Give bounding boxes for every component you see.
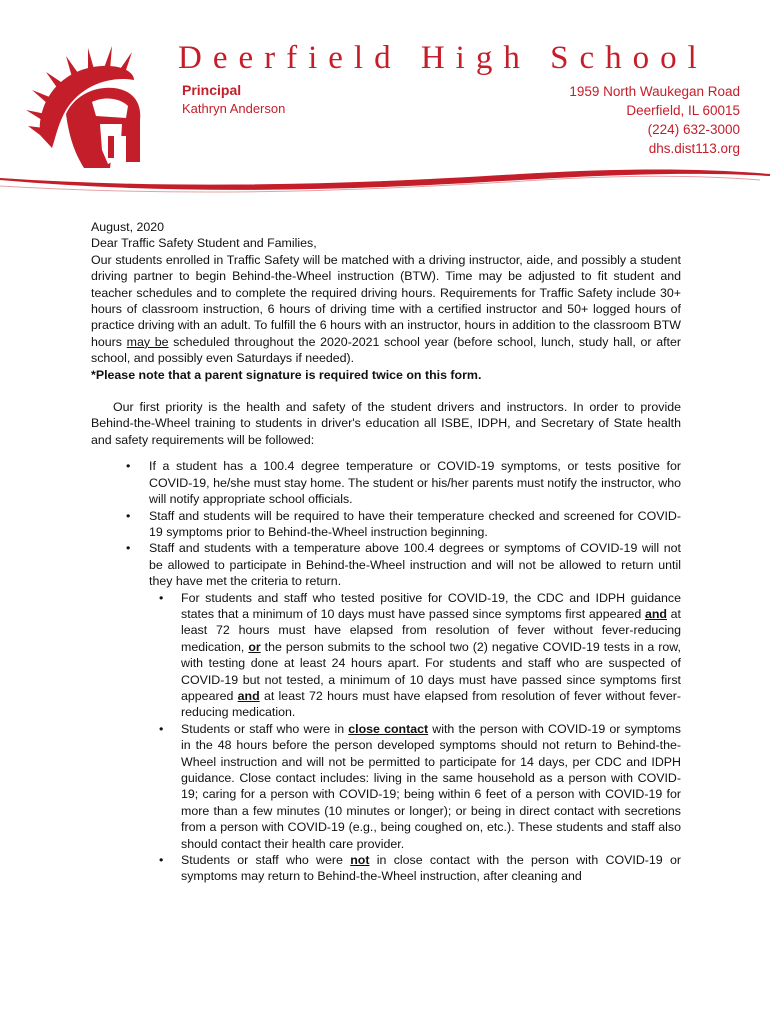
- principal-title: Principal: [182, 82, 242, 98]
- bullet-icon: •: [159, 590, 164, 605]
- list-item: [91, 540, 681, 885]
- website: dhs.dist113.org: [648, 141, 740, 156]
- list-item-text: Staff and students will be required to have their temperature checked and screened for COVID-19 symptoms prior to Behind-the-Wheel instruction beginning.: [149, 508, 681, 539]
- sub-item-text: at least 72 hours must have elapsed from resolution of fever without fever-reducing medication,: [181, 606, 681, 654]
- sub-item-text: the person submits to the school two (2) negative COVID-19 tests in a row, with testing done at least 24 hours apart. For students and staff who are suspected of COVID-19 but not tested, a minimum of 10 days must have passed since symptoms first appeared: [181, 639, 681, 703]
- letter-date: August, 2020: [91, 220, 165, 234]
- address-street: 1959 North Waukegan Road: [569, 84, 740, 99]
- sub-item-text: with the person with COVID-19 or symptoms in the 48 hours before the person developed symptoms should not return to Behind-the-Wheel instruction and will not be permitted to participate for 14 days, per CDC and IDPH guidance. Close contact includes: living in the same household as a person with COVID-19; caring for a person with COVID-19; being within 6 feet of a person with COVID-19 for more than a few minutes (10 minutes or longer); or being in direct contact with secretions from a person with COVID-19 (e.g., being coughed on, etc.). These students and staff also should contact their health care provider.: [181, 721, 681, 851]
- emphasis-not: not: [350, 853, 370, 868]
- sub-list-item: [149, 590, 681, 721]
- bullet-icon: •: [126, 459, 131, 474]
- sub-list-item: [149, 852, 681, 885]
- list-item: [91, 508, 681, 541]
- paragraph-health-safety: Our first priority is the health and safety of the student drivers and instructors. In order to provide Behind-the-Wheel training to students in driver's education all ISBE, IDPH, and Secretary of State health and safety requirements will be followed:: [91, 400, 681, 447]
- sub-list-item: [149, 721, 681, 852]
- list-item-text: Staff and students with a temperature above 100.4 degrees or symptoms of COVID-19 will not be allowed to participate in Behind-the-Wheel instruction and will not be allowed to return until they have met the criteria to return.: [149, 541, 681, 589]
- letter-body: [91, 219, 681, 885]
- emphasis-or: or: [248, 639, 261, 654]
- paragraph-requirements: [91, 252, 681, 367]
- return-criteria-list: [149, 590, 681, 885]
- underlined-may-be: may be: [126, 334, 169, 349]
- sub-item-text: Students or staff who were in: [181, 721, 349, 736]
- bullet-icon: •: [126, 541, 131, 556]
- emphasis-and: and: [644, 606, 667, 621]
- school-address: [569, 82, 740, 158]
- paragraph-requirements-text: Our students enrolled in Traffic Safety will be matched with a driving instructor, aide, and possibly a student driving partner to begin Behind-the-Wheel instruction (BTW). Time may be adjusted to fit student and teacher schedules and to complete the required driving hours. Requirements for Traffic Safety include 30+ hours of classroom instruction, 6 hours of driving time with a certified instructor and 50+ logged hours of practice driving with an adult. To fulfill the 6 hours with an instructor, hours in addition to the classroom BTW hours: [91, 252, 681, 349]
- safety-requirements-list: [91, 458, 681, 885]
- letter-greeting: Dear Traffic Safety Student and Families,: [91, 236, 317, 251]
- list-item-text: If a student has a 100.4 degree temperature or COVID-19 symptoms, or tests positive for COVID-19, he/she must stay home. The student or his/her parents must notify the instructor, who will notify appropriate school officials.: [149, 459, 681, 507]
- sub-item-text: in close contact with the person with COVID-19 or symptoms may return to Behind-the-Wheel instruction, after cleaning and: [181, 853, 681, 884]
- paragraph-requirements-text-end: scheduled throughout the 2020-2021 school year (before school, lunch, study hall, or after school, and possibly even Saturdays if needed).: [91, 334, 681, 366]
- letterhead-swoosh: [0, 150, 770, 210]
- list-item: [91, 458, 681, 507]
- emphasis-close-contact: close contact: [348, 721, 429, 736]
- bullet-icon: •: [159, 721, 164, 736]
- emphasis-and: and: [237, 688, 260, 703]
- sub-item-text: For students and staff who tested positive for COVID-19, the CDC and IDPH guidance states that a minimum of 10 days must have passed since symptoms first appeared: [181, 590, 681, 621]
- sub-item-text: Students or staff who were: [181, 853, 351, 868]
- bullet-icon: •: [126, 508, 131, 523]
- school-name: Deerfield High School: [178, 40, 708, 76]
- sub-item-text: at least 72 hours must have elapsed from resolution of fever without fever-reducing medication.: [181, 688, 681, 720]
- address-city: Deerfield, IL 60015: [626, 103, 740, 118]
- phone-number: (224) 632-3000: [647, 122, 740, 137]
- bullet-icon: •: [159, 853, 164, 868]
- parent-signature-note: *Please note that a parent signature is required twice on this form.: [91, 367, 482, 382]
- principal-name: Kathryn Anderson: [182, 101, 286, 116]
